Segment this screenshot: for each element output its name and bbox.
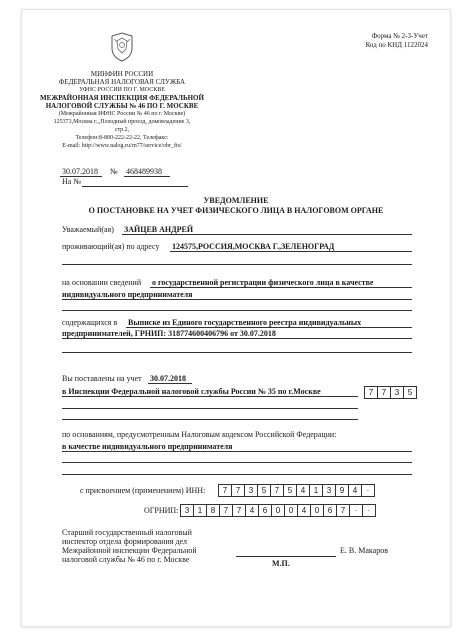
address-line-2: стр.2, <box>114 127 130 133</box>
inn-cells <box>218 484 374 497</box>
form-number: Форма № 2-3-Учет <box>371 32 428 40</box>
inn-cell: 1 <box>309 484 323 497</box>
ogrnip-cell: · <box>349 504 363 517</box>
greeting-label: Уважаемый(ая) <box>62 225 114 234</box>
doc-date: 30.07.2018 <box>62 167 98 176</box>
ogrnip-cell: 6 <box>323 504 337 517</box>
inn-cell: 9 <box>335 484 349 497</box>
ogrnip-cell: 0 <box>271 504 285 517</box>
ogrnip-cell: 4 <box>245 504 259 517</box>
inn-cell: · <box>361 484 375 497</box>
notification-document <box>22 10 450 626</box>
inn-cell: 4 <box>296 484 310 497</box>
taxpayer-name: ЗАЙЦЕВ АНДРЕЙ <box>124 225 194 234</box>
ogrnip-cell: 7 <box>232 504 246 517</box>
code-cell: 7 <box>377 386 391 399</box>
inspection-line-1: МЕЖРАЙОННАЯ ИНСПЕКЦИЯ ФЕДЕРАЛЬНОЙ <box>40 94 204 102</box>
inspection-note: (Межрайонная ИФНС России № 46 по г. Москве) <box>58 111 186 117</box>
registration-date: 30.07.2018 <box>150 374 186 383</box>
inn-cell: 7 <box>218 484 232 497</box>
inn-cell: 3 <box>244 484 258 497</box>
basis-value-1: о государственной регистрации физического лица в качестве <box>152 278 374 287</box>
ogrnip-cell: 0 <box>284 504 298 517</box>
inn-cell: 5 <box>283 484 297 497</box>
grounds-value: в качестве индивидуального предпринимателя <box>62 442 233 451</box>
inn-cell: 7 <box>231 484 245 497</box>
title-line-2: О ПОСТАНОВКЕ НА УЧЕТ ФИЗИЧЕСКОГО ЛИЦА В НАЛОГОВОМ ОРГАНЕ <box>88 206 384 215</box>
coat-of-arms-icon <box>109 32 135 62</box>
knd-code: Код по КНД 1122024 <box>365 41 428 49</box>
ogrnip-cell: 7 <box>219 504 233 517</box>
inspection-code-cells <box>364 386 416 399</box>
doc-number-label: № <box>110 167 118 176</box>
residence-label: проживающий(ая) по адресу <box>62 242 160 251</box>
ogrnip-cell: 3 <box>180 504 194 517</box>
ogrnip-cell: 6 <box>258 504 272 517</box>
ufns: УФНС РОССИИ ПО Г. МОСКВЕ <box>79 87 165 93</box>
inn-cell: 3 <box>322 484 336 497</box>
inn-cell: 7 <box>270 484 284 497</box>
ogrnip-label: ОГРНИП: <box>144 506 179 515</box>
ogrnip-cell: 0 <box>310 504 324 517</box>
contained-value-1: Выписке из Единого государственного реестра индивидуальных <box>128 318 362 327</box>
contained-value-2: предпринимателей, ГРНИП: 318774600406796 от 30.07.2018 <box>62 329 276 338</box>
stamp-place: М.П. <box>272 559 290 568</box>
inspection-line-2: НАЛОГОВОЙ СЛУЖБЫ № 46 ПО Г. МОСКВЕ <box>45 102 199 110</box>
residence-address: 124575,РОССИЯ,МОСКВА Г.,ЗЕЛЕНОГРАД <box>172 242 335 251</box>
code-cell: 5 <box>403 386 417 399</box>
signatory-name: Е. В. Макаров <box>340 546 388 555</box>
ministry: МИНФИН РОССИИ <box>90 70 154 78</box>
registered-inspection: в Инспекции Федеральной налоговой службы России № 35 по г.Москве <box>62 387 321 396</box>
registered-label: Вы поставлены на учет <box>62 374 142 383</box>
basis-label: на основании сведений <box>62 278 142 287</box>
authority-block <box>36 70 208 150</box>
contained-label: содержащихся в <box>62 318 118 327</box>
ogrnip-cell: 1 <box>193 504 207 517</box>
address-line-1: 125373,Москва г.,,Походный проезд, домовладение 3, <box>53 119 191 125</box>
signatory-position: Старший государственный налоговый инспектор отдела формирования дел Межрайонной инспекции Федеральной налоговой службы № 46 по г. Москве <box>62 528 197 564</box>
phone: Телефон:8-800-222-22-22, Телефакс: <box>75 135 169 141</box>
ogrnip-cell: 4 <box>297 504 311 517</box>
inn-label: с присвоением (применением) ИНН: <box>80 486 206 495</box>
incoming-number-label: На № <box>62 177 81 186</box>
grounds-label: по основаниям, предусмотренным Налоговым кодексом Российской Федерации: <box>62 430 337 439</box>
email: E-mail: http://www.nalog.ru/rn77/service/obr_fts/ <box>62 143 182 149</box>
inn-cell: 4 <box>348 484 362 497</box>
inn-cell: 5 <box>257 484 271 497</box>
ogrnip-cells <box>180 504 375 517</box>
code-cell: 3 <box>390 386 404 399</box>
ogrnip-cell: 7 <box>336 504 350 517</box>
tax-service: ФЕДЕРАЛЬНАЯ НАЛОГОВАЯ СЛУЖБА <box>58 78 186 86</box>
title-line-1: УВЕДОМЛЕНИЕ <box>203 196 269 205</box>
ogrnip-cell: · <box>362 504 376 517</box>
doc-number: 468489938 <box>126 167 162 176</box>
ogrnip-cell: 8 <box>206 504 220 517</box>
basis-value-2: индивидуального предпринимателя <box>62 290 193 299</box>
code-cell: 7 <box>364 386 378 399</box>
